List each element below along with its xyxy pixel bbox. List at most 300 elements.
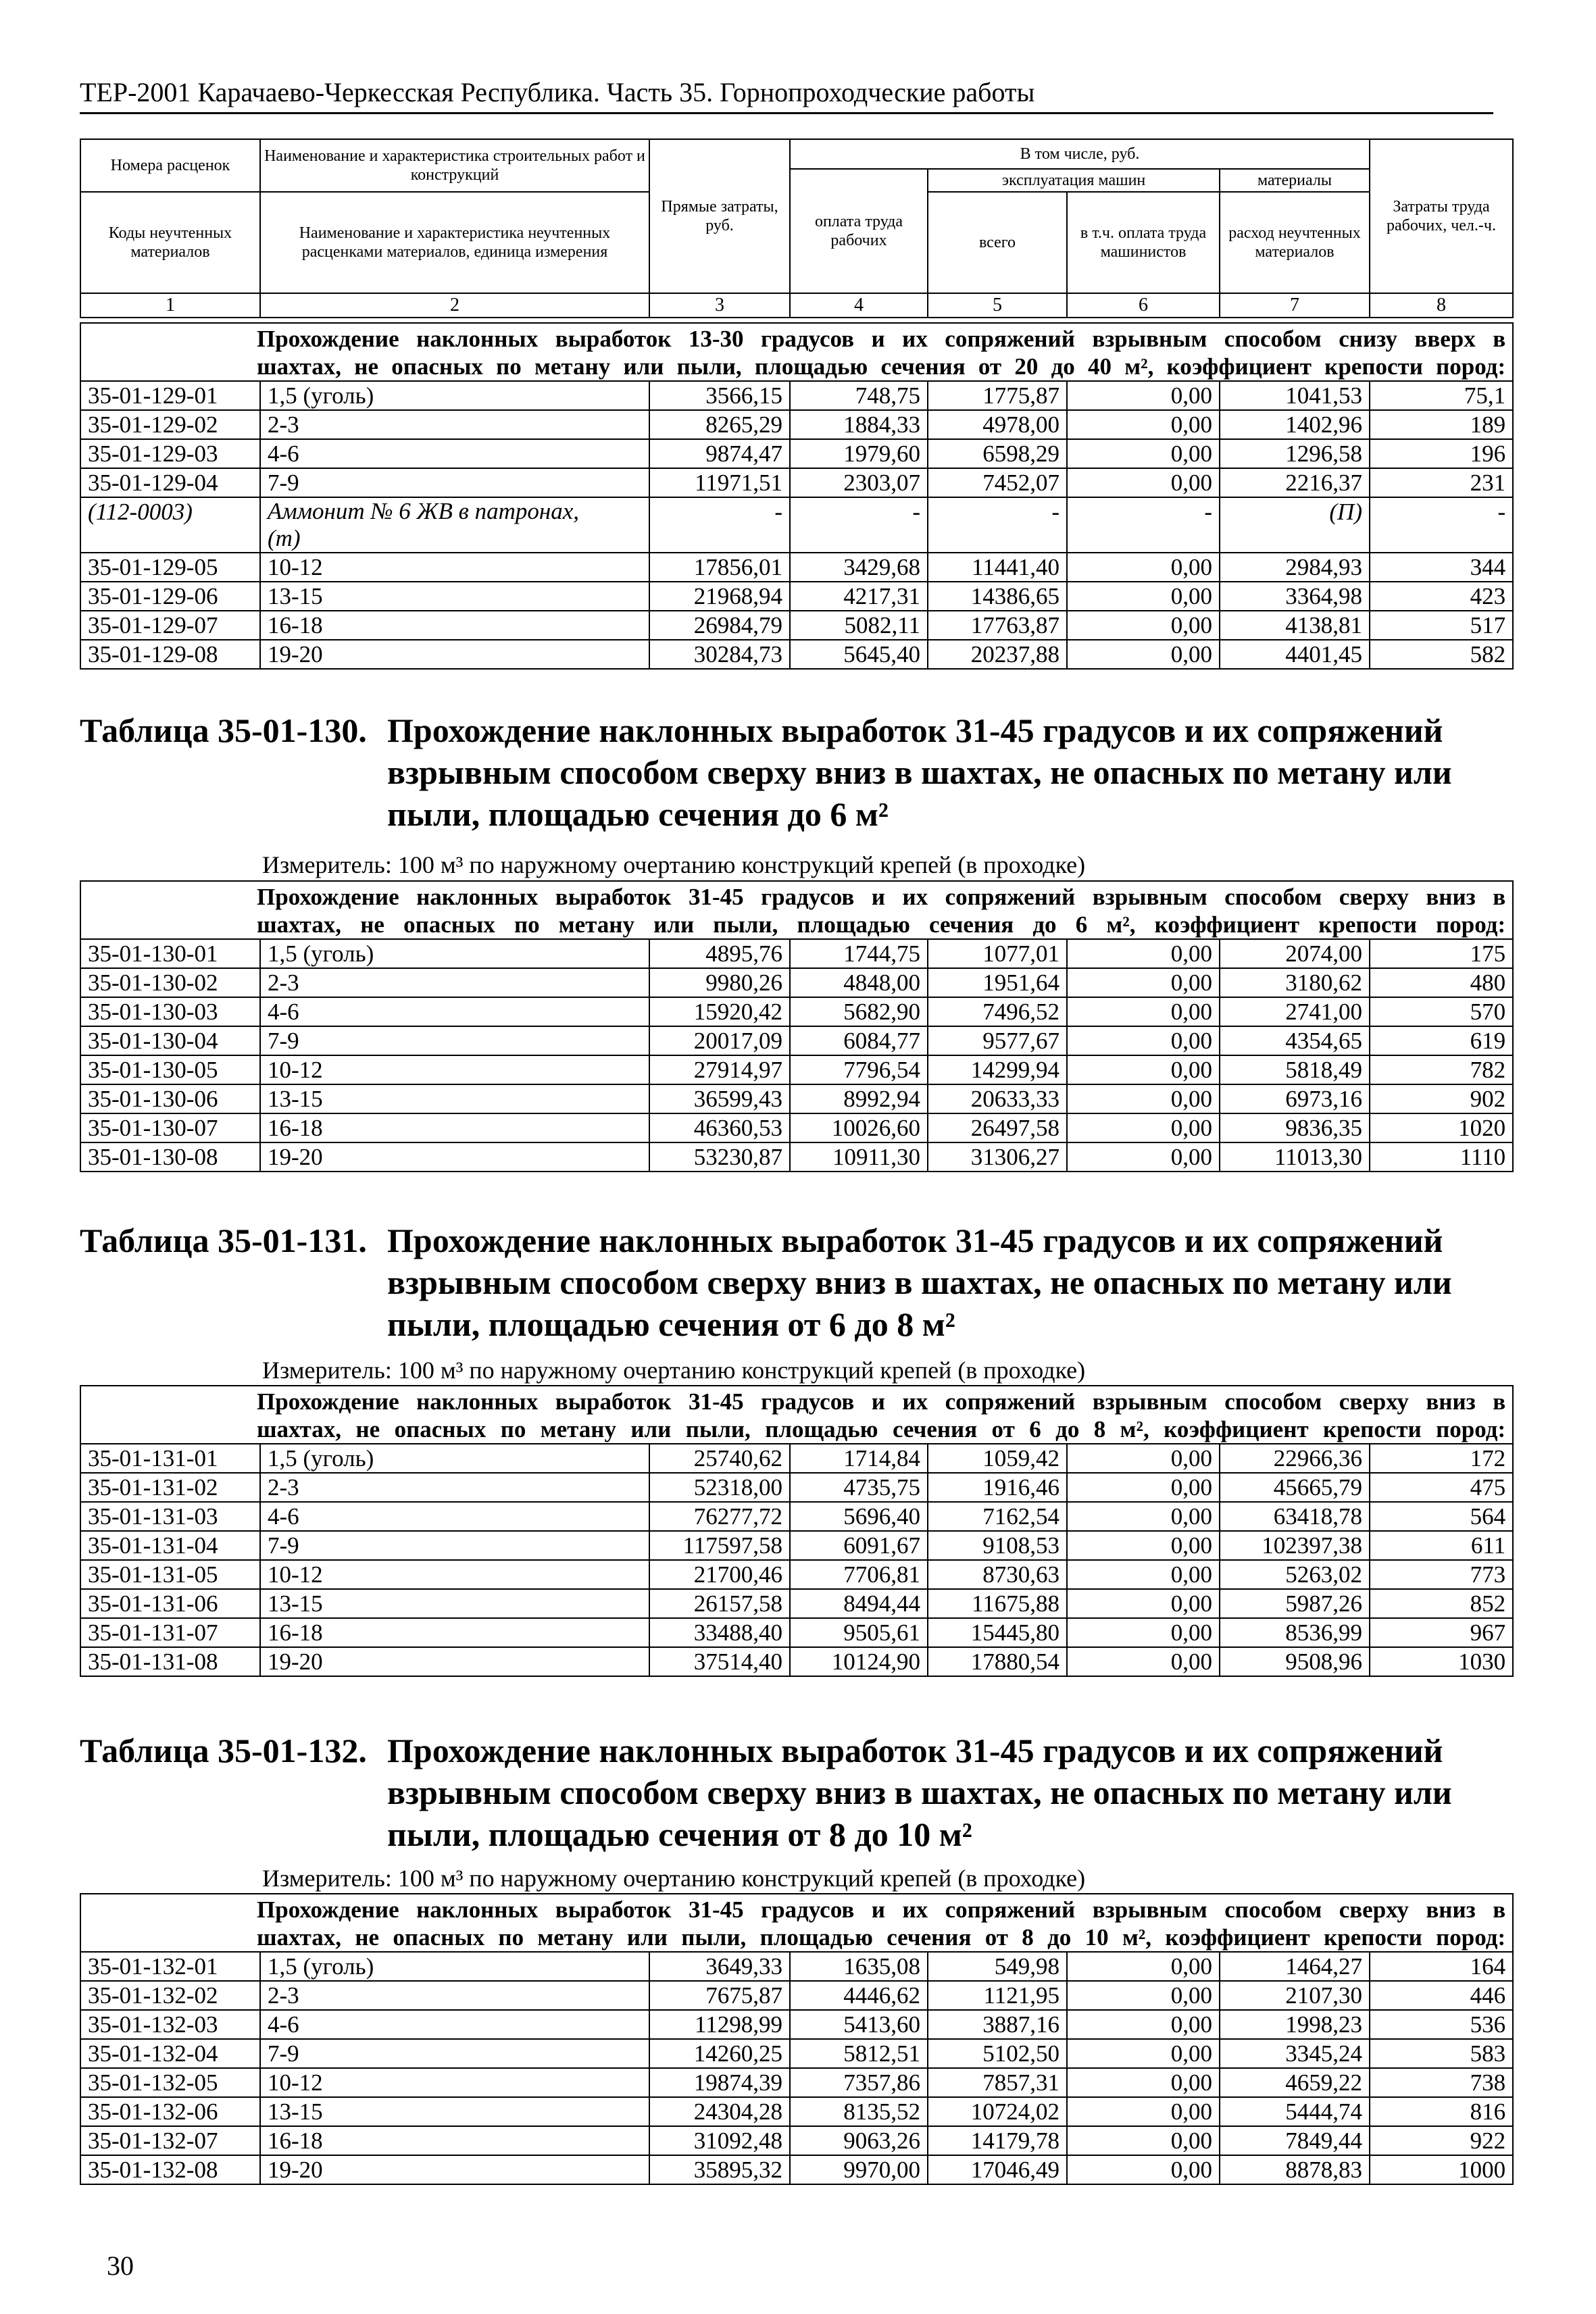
direct-costs: 14260,25	[649, 2039, 790, 2068]
direct-costs: 27914,97	[649, 1055, 790, 1084]
labor-hours: 611	[1370, 1531, 1513, 1560]
rate-name: 19-20	[260, 1647, 649, 1676]
machine-costs: 14179,78	[928, 2126, 1067, 2155]
rate-code: 35-01-130-02	[80, 968, 260, 997]
rate-code: 35-01-130-05	[80, 1055, 260, 1084]
material-costs: 1464,27	[1220, 1952, 1370, 1981]
rate-code: 35-01-129-04	[80, 468, 260, 497]
rate-code: 35-01-132-01	[80, 1952, 260, 1981]
cell: -	[790, 497, 928, 553]
machine-costs: 7496,52	[928, 997, 1067, 1026]
rate-name: 1,5 (уголь)	[260, 939, 649, 968]
wage-costs: 8494,44	[790, 1589, 928, 1618]
machinist-wages: 0,00	[1067, 1981, 1220, 2010]
machine-costs: 20633,33	[928, 1084, 1067, 1113]
machinist-wages: 0,00	[1067, 553, 1220, 582]
table-title-131: Таблица 35-01-131. Прохождение наклонных выработок 31-45 градусов и их сопряжений взрывным способом сверху вниз в шахтах, не опасных по метану или пыли, площадью сечения от 6 до 8 м²	[80, 1222, 1452, 1343]
col-number: 4	[790, 293, 928, 318]
rate-name: 16-18	[260, 1618, 649, 1647]
material-costs: 102397,38	[1220, 1531, 1370, 1560]
rate-name: 1,5 (уголь)	[260, 1952, 649, 1981]
wage-costs: 10124,90	[790, 1647, 928, 1676]
rate-code: 35-01-132-05	[80, 2068, 260, 2097]
wage-costs: 7796,54	[790, 1055, 928, 1084]
col-number: 5	[928, 293, 1067, 318]
section-description: Прохождение наклонных выработок 13-30 градусов и их сопряжений взрывным способом снизу вверх в шахтах, не опасных по метану или пыли, площадью сечения от 20 до 40 м², коэффициент крепости пород:	[80, 323, 1513, 381]
direct-costs: 26157,58	[649, 1589, 790, 1618]
machinist-wages: 0,00	[1067, 1026, 1220, 1055]
material-costs: 9508,96	[1220, 1647, 1370, 1676]
labor-hours: 1030	[1370, 1647, 1513, 1676]
machinist-wages: 0,00	[1067, 2155, 1220, 2184]
labor-hours: 967	[1370, 1618, 1513, 1647]
cell: -	[1067, 497, 1220, 553]
labor-hours: 570	[1370, 997, 1513, 1026]
wage-costs: 1884,33	[790, 410, 928, 439]
wage-costs: 5413,60	[790, 2010, 928, 2039]
wage-costs: 5696,40	[790, 1502, 928, 1531]
direct-costs: 53230,87	[649, 1142, 790, 1172]
machinist-wages: 0,00	[1067, 1531, 1220, 1560]
material-costs: 4354,65	[1220, 1026, 1370, 1055]
material-costs: 1041,53	[1220, 381, 1370, 410]
machinist-wages: 0,00	[1067, 1952, 1220, 1981]
table-row	[80, 611, 1513, 640]
header-kody: Коды неучтенных материалов	[80, 192, 260, 293]
table-row	[80, 968, 1513, 997]
labor-hours: 423	[1370, 582, 1513, 611]
labor-hours: 75,1	[1370, 381, 1513, 410]
rate-code: 35-01-129-03	[80, 439, 260, 468]
machine-costs: 11675,88	[928, 1589, 1067, 1618]
machinist-wages: 0,00	[1067, 2097, 1220, 2126]
measure-130: Измеритель: 100 м³ по наружному очертанию конструкций крепей (в проходке)	[262, 851, 1086, 878]
rate-name: 10-12	[260, 1055, 649, 1084]
cell: -	[928, 497, 1067, 553]
machine-costs: 17763,87	[928, 611, 1067, 640]
direct-costs: 11298,99	[649, 2010, 790, 2039]
machinist-wages: 0,00	[1067, 1142, 1220, 1172]
table-row	[80, 1113, 1513, 1142]
header-materialy: материалы	[1220, 169, 1370, 192]
material-costs: 1296,58	[1220, 439, 1370, 468]
rate-code: 35-01-131-05	[80, 1560, 260, 1589]
wage-costs: 5645,40	[790, 640, 928, 669]
rate-code: 35-01-131-08	[80, 1647, 260, 1676]
material-costs: 3345,24	[1220, 2039, 1370, 2068]
table-row	[80, 1055, 1513, 1084]
table-row	[80, 1084, 1513, 1113]
direct-costs: 37514,40	[649, 1647, 790, 1676]
wage-costs: 4446,62	[790, 1981, 928, 2010]
material-costs: 4659,22	[1220, 2068, 1370, 2097]
direct-costs: 35895,32	[649, 2155, 790, 2184]
labor-hours: 922	[1370, 2126, 1513, 2155]
wage-costs: 9063,26	[790, 2126, 928, 2155]
machine-costs: 7857,31	[928, 2068, 1067, 2097]
rate-name: 10-12	[260, 1560, 649, 1589]
machinist-wages: 0,00	[1067, 410, 1220, 439]
machine-costs: 9108,53	[928, 1531, 1067, 1560]
labor-hours: 816	[1370, 2097, 1513, 2126]
machine-costs: 11441,40	[928, 553, 1067, 582]
labor-hours: 196	[1370, 439, 1513, 468]
rate-name: 1,5 (уголь)	[260, 1444, 649, 1473]
rate-code: 35-01-129-07	[80, 611, 260, 640]
wage-costs: 7357,86	[790, 2068, 928, 2097]
machinist-wages: 0,00	[1067, 1055, 1220, 1084]
rate-code: 35-01-131-03	[80, 1502, 260, 1531]
table-row	[80, 1560, 1513, 1589]
machine-costs: 8730,63	[928, 1560, 1067, 1589]
machine-costs: 26497,58	[928, 1113, 1067, 1142]
direct-costs: 17856,01	[649, 553, 790, 582]
table-row	[80, 553, 1513, 582]
material-costs: 3180,62	[1220, 968, 1370, 997]
labor-hours: 517	[1370, 611, 1513, 640]
material-costs: 3364,98	[1220, 582, 1370, 611]
machine-costs: 1121,95	[928, 1981, 1067, 2010]
rate-code: 35-01-132-07	[80, 2126, 260, 2155]
col-number: 3	[649, 293, 790, 318]
header-pryamye: Прямые затраты, руб.	[649, 139, 790, 293]
material-costs: 63418,78	[1220, 1502, 1370, 1531]
rate-name: 16-18	[260, 2126, 649, 2155]
table-row	[80, 640, 1513, 669]
machine-costs: 10724,02	[928, 2097, 1067, 2126]
direct-costs: 25740,62	[649, 1444, 790, 1473]
table-130	[80, 880, 1514, 1172]
material-costs: 8878,83	[1220, 2155, 1370, 2184]
rate-code: 35-01-131-01	[80, 1444, 260, 1473]
direct-costs: 46360,53	[649, 1113, 790, 1142]
machinist-wages: 0,00	[1067, 939, 1220, 968]
rate-code: 35-01-131-07	[80, 1618, 260, 1647]
material-costs: 6973,16	[1220, 1084, 1370, 1113]
direct-costs: 8265,29	[649, 410, 790, 439]
rate-code: 35-01-132-04	[80, 2039, 260, 2068]
table-129	[80, 322, 1514, 670]
table-row	[80, 997, 1513, 1026]
direct-costs: 9874,47	[649, 439, 790, 468]
col-number: 7	[1220, 293, 1370, 318]
rate-name: 19-20	[260, 2155, 649, 2184]
machine-costs: 9577,67	[928, 1026, 1067, 1055]
labor-hours: 782	[1370, 1055, 1513, 1084]
wage-costs: 9970,00	[790, 2155, 928, 2184]
wage-costs: 6084,77	[790, 1026, 928, 1055]
material-costs: 5818,49	[1220, 1055, 1370, 1084]
direct-costs: 21700,46	[649, 1560, 790, 1589]
material-row	[80, 497, 1513, 553]
machine-costs: 6598,29	[928, 439, 1067, 468]
wage-costs: 3429,68	[790, 553, 928, 582]
table-row	[80, 468, 1513, 497]
wage-costs: 2303,07	[790, 468, 928, 497]
rate-code: 35-01-132-02	[80, 1981, 260, 2010]
table-row	[80, 1142, 1513, 1172]
direct-costs: 9980,26	[649, 968, 790, 997]
wage-costs: 9505,61	[790, 1618, 928, 1647]
machine-costs: 7452,07	[928, 468, 1067, 497]
rate-name: 2-3	[260, 410, 649, 439]
table-row	[80, 1589, 1513, 1618]
rate-name: 7-9	[260, 1026, 649, 1055]
machinist-wages: 0,00	[1067, 640, 1220, 669]
wage-costs: 4735,75	[790, 1473, 928, 1502]
table-row	[80, 1647, 1513, 1676]
rate-code: 35-01-130-08	[80, 1142, 260, 1172]
machine-costs: 3887,16	[928, 2010, 1067, 2039]
machine-costs: 17046,49	[928, 2155, 1067, 2184]
direct-costs: 76277,72	[649, 1502, 790, 1531]
running-header: ТЕР-2001 Карачаево-Черкесская Республика. Часть 35. Горнопроходческие работы	[80, 76, 1493, 114]
machine-costs: 15445,80	[928, 1618, 1067, 1647]
rate-name: 4-6	[260, 439, 649, 468]
measure-132: Измеритель: 100 м³ по наружному очертанию конструкций крепей (в проходке)	[262, 1865, 1086, 1892]
direct-costs: 52318,00	[649, 1473, 790, 1502]
rate-name: 10-12	[260, 553, 649, 582]
rate-code: 35-01-129-01	[80, 381, 260, 410]
table-row	[80, 939, 1513, 968]
machine-costs: 1077,01	[928, 939, 1067, 968]
material-costs: 1998,23	[1220, 2010, 1370, 2039]
rate-name: 1,5 (уголь)	[260, 381, 649, 410]
machinist-wages: 0,00	[1067, 1647, 1220, 1676]
material-costs: 2074,00	[1220, 939, 1370, 968]
material-costs: 1402,96	[1220, 410, 1370, 439]
rate-code: 35-01-132-08	[80, 2155, 260, 2184]
machine-costs: 1059,42	[928, 1444, 1067, 1473]
section-description: Прохождение наклонных выработок 31-45 градусов и их сопряжений взрывным способом сверху вниз в шахтах, не опасных по метану или пыли, площадью сечения от 8 до 10 м², коэффициент крепости пород:	[80, 1894, 1513, 1952]
rate-code: 35-01-129-02	[80, 410, 260, 439]
wage-costs: 5082,11	[790, 611, 928, 640]
labor-hours: 480	[1370, 968, 1513, 997]
machine-costs: 20237,88	[928, 640, 1067, 669]
rate-name: 13-15	[260, 582, 649, 611]
section-description: Прохождение наклонных выработок 31-45 градусов и их сопряжений взрывным способом сверху вниз в шахтах, не опасных по метану или пыли, площадью сечения до 6 м², коэффициент крепости пород:	[80, 881, 1513, 939]
rate-name: 7-9	[260, 468, 649, 497]
machinist-wages: 0,00	[1067, 997, 1220, 1026]
table-row	[80, 2126, 1513, 2155]
cell: -	[1370, 497, 1513, 553]
header-raskhod: расход неучтенных материалов	[1220, 192, 1370, 293]
labor-hours: 1110	[1370, 1142, 1513, 1172]
wage-costs: 5812,51	[790, 2039, 928, 2068]
rate-name: 2-3	[260, 1981, 649, 2010]
material-costs: 11013,30	[1220, 1142, 1370, 1172]
labor-hours: 1020	[1370, 1113, 1513, 1142]
rate-name: 7-9	[260, 2039, 649, 2068]
material-costs: 4401,45	[1220, 640, 1370, 669]
labor-hours: 1000	[1370, 2155, 1513, 2184]
wage-costs: 1744,75	[790, 939, 928, 968]
rate-code: 35-01-131-06	[80, 1589, 260, 1618]
material-costs: 5263,02	[1220, 1560, 1370, 1589]
header-vsego: всего	[928, 192, 1067, 293]
rate-code: 35-01-129-05	[80, 553, 260, 582]
labor-hours: 536	[1370, 2010, 1513, 2039]
labor-hours: 738	[1370, 2068, 1513, 2097]
material-costs: 2741,00	[1220, 997, 1370, 1026]
rate-code: 35-01-129-08	[80, 640, 260, 669]
rate-name: 4-6	[260, 997, 649, 1026]
direct-costs: 26984,79	[649, 611, 790, 640]
table-row	[80, 1531, 1513, 1560]
labor-hours: 773	[1370, 1560, 1513, 1589]
machinist-wages: 0,00	[1067, 1502, 1220, 1531]
machinist-wages: 0,00	[1067, 1084, 1220, 1113]
table-row	[80, 2068, 1513, 2097]
wage-costs: 748,75	[790, 381, 928, 410]
direct-costs: 15920,42	[649, 997, 790, 1026]
direct-costs: 31092,48	[649, 2126, 790, 2155]
rate-name: 4-6	[260, 2010, 649, 2039]
rate-code: 35-01-131-02	[80, 1473, 260, 1502]
machine-costs: 4978,00	[928, 410, 1067, 439]
table-row	[80, 410, 1513, 439]
table-row	[80, 1502, 1513, 1531]
wage-costs: 7706,81	[790, 1560, 928, 1589]
material-costs: 7849,44	[1220, 2126, 1370, 2155]
labor-hours: 172	[1370, 1444, 1513, 1473]
machine-costs: 1916,46	[928, 1473, 1067, 1502]
header-naimenovanie2: Наименование и характеристика неучтенных расценками материалов, единица измерения	[260, 192, 649, 293]
labor-hours: 564	[1370, 1502, 1513, 1531]
header-v-tom-chisle: В том числе, руб.	[790, 139, 1370, 169]
rate-code: 35-01-130-03	[80, 997, 260, 1026]
machine-costs: 14299,94	[928, 1055, 1067, 1084]
material-costs: 5444,74	[1220, 2097, 1370, 2126]
labor-hours: 582	[1370, 640, 1513, 669]
direct-costs: 21968,94	[649, 582, 790, 611]
direct-costs: 3649,33	[649, 1952, 790, 1981]
direct-costs: 36599,43	[649, 1084, 790, 1113]
machine-costs: 1951,64	[928, 968, 1067, 997]
wage-costs: 1635,08	[790, 1952, 928, 1981]
page-number: 30	[107, 2250, 134, 2281]
wage-costs: 6091,67	[790, 1531, 928, 1560]
rate-name: 4-6	[260, 1502, 649, 1531]
direct-costs: 3566,15	[649, 381, 790, 410]
wage-costs: 8992,94	[790, 1084, 928, 1113]
wage-costs: 8135,52	[790, 2097, 928, 2126]
material-name: Аммонит № 6 ЖВ в патронах, (т)	[260, 497, 649, 553]
machinist-wages: 0,00	[1067, 1444, 1220, 1473]
rate-code: 35-01-132-03	[80, 2010, 260, 2039]
machine-costs: 5102,50	[928, 2039, 1067, 2068]
material-costs: 45665,79	[1220, 1473, 1370, 1502]
column-header-table	[80, 139, 1514, 318]
rate-code: 35-01-131-04	[80, 1531, 260, 1560]
material-costs: 4138,81	[1220, 611, 1370, 640]
labor-hours: 852	[1370, 1589, 1513, 1618]
machine-costs: 7162,54	[928, 1502, 1067, 1531]
material-costs: 9836,35	[1220, 1113, 1370, 1142]
material-costs: 8536,99	[1220, 1618, 1370, 1647]
labor-hours: 189	[1370, 410, 1513, 439]
rate-name: 13-15	[260, 1589, 649, 1618]
machinist-wages: 0,00	[1067, 1589, 1220, 1618]
rate-code: 35-01-130-06	[80, 1084, 260, 1113]
table-row	[80, 2010, 1513, 2039]
rate-code: 35-01-130-01	[80, 939, 260, 968]
material-costs: 5987,26	[1220, 1589, 1370, 1618]
direct-costs: 4895,76	[649, 939, 790, 968]
machine-costs: 14386,65	[928, 582, 1067, 611]
rate-code: 35-01-132-06	[80, 2097, 260, 2126]
machinist-wages: 0,00	[1067, 2010, 1220, 2039]
section-description: Прохождение наклонных выработок 31-45 градусов и их сопряжений взрывным способом сверху вниз в шахтах, не опасных по метану или пыли, площадью сечения от 6 до 8 м², коэффициент крепости пород:	[80, 1386, 1513, 1444]
direct-costs: 24304,28	[649, 2097, 790, 2126]
material-code: (112-0003)	[80, 497, 260, 553]
machinist-wages: 0,00	[1067, 439, 1220, 468]
labor-hours: 164	[1370, 1952, 1513, 1981]
table-132	[80, 1893, 1514, 2185]
machinist-wages: 0,00	[1067, 611, 1220, 640]
material-costs: 22966,36	[1220, 1444, 1370, 1473]
table-row	[80, 1952, 1513, 1981]
table-131	[80, 1385, 1514, 1677]
direct-costs: 33488,40	[649, 1618, 790, 1647]
table-title-132: Таблица 35-01-132. Прохождение наклонных выработок 31-45 градусов и их сопряжений взрывным способом сверху вниз в шахтах, не опасных по метану или пыли, площадью сечения от 8 до 10 м²	[80, 1732, 1452, 1853]
rate-name: 2-3	[260, 1473, 649, 1502]
wage-costs: 1979,60	[790, 439, 928, 468]
machinist-wages: 0,00	[1067, 2039, 1220, 2068]
wage-costs: 4217,31	[790, 582, 928, 611]
machine-costs: 1775,87	[928, 381, 1067, 410]
machine-costs: 17880,54	[928, 1647, 1067, 1676]
machinist-wages: 0,00	[1067, 968, 1220, 997]
col-number: 2	[260, 293, 649, 318]
table-row	[80, 1444, 1513, 1473]
labor-hours: 231	[1370, 468, 1513, 497]
header-oplata: оплата труда рабочих	[790, 169, 928, 293]
machinist-wages: 0,00	[1067, 1618, 1220, 1647]
table-row	[80, 1026, 1513, 1055]
measure-131: Измеритель: 100 м³ по наружному очертанию конструкций крепей (в проходке)	[262, 1357, 1086, 1384]
direct-costs: 117597,58	[649, 1531, 790, 1560]
labor-hours: 583	[1370, 2039, 1513, 2068]
wage-costs: 10026,60	[790, 1113, 928, 1142]
rate-name: 2-3	[260, 968, 649, 997]
rate-code: 35-01-130-07	[80, 1113, 260, 1142]
wage-costs: 5682,90	[790, 997, 928, 1026]
machinist-wages: 0,00	[1067, 2068, 1220, 2097]
labor-hours: 619	[1370, 1026, 1513, 1055]
rate-code: 35-01-129-06	[80, 582, 260, 611]
wage-costs: 4848,00	[790, 968, 928, 997]
table-title-130: Таблица 35-01-130. Прохождение наклонных выработок 31-45 градусов и их сопряжений взрывным способом сверху вниз в шахтах, не опасных по метану или пыли, площадью сечения до 6 м²	[80, 711, 1452, 833]
material-costs: 2984,93	[1220, 553, 1370, 582]
machinist-wages: 0,00	[1067, 1560, 1220, 1589]
header-zatraty: Затраты труда рабочих, чел.-ч.	[1370, 139, 1513, 293]
header-vtch: в т.ч. оплата труда машинистов	[1067, 192, 1220, 293]
rate-name: 16-18	[260, 611, 649, 640]
rate-name: 13-15	[260, 2097, 649, 2126]
table-row	[80, 1473, 1513, 1502]
material-costs: 2216,37	[1220, 468, 1370, 497]
machinist-wages: 0,00	[1067, 468, 1220, 497]
direct-costs: 11971,51	[649, 468, 790, 497]
labor-hours: 902	[1370, 1084, 1513, 1113]
table-row	[80, 381, 1513, 410]
machinist-wages: 0,00	[1067, 582, 1220, 611]
rate-name: 16-18	[260, 1113, 649, 1142]
labor-hours: 475	[1370, 1473, 1513, 1502]
wage-costs: 1714,84	[790, 1444, 928, 1473]
col-number: 6	[1067, 293, 1220, 318]
